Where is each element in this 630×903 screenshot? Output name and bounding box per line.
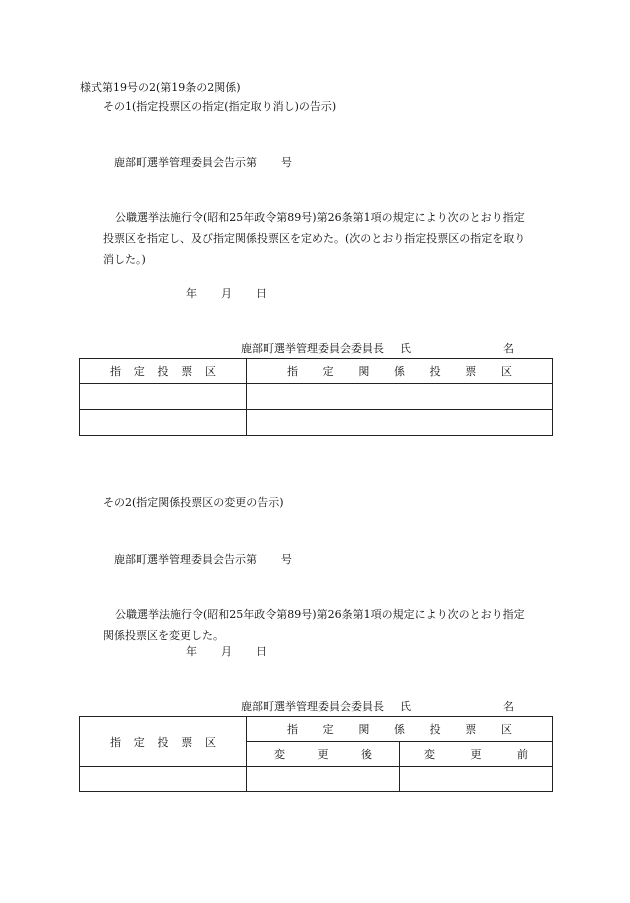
part1-date-day: 日: [256, 287, 267, 300]
part2-row1-designated-cell[interactable]: [80, 767, 247, 792]
part1-signature-shi: 氏: [400, 342, 411, 355]
part1-body-line-3: 消した。): [103, 253, 146, 266]
part2-date-year: 年: [186, 645, 197, 658]
part1-body-line-2: 投票区を指定し、及び指定関係投票区を定めた。(次のとおり指定投票区の指定を取り: [103, 232, 526, 245]
part2-body-line-2: 関係投票区を変更した。: [103, 629, 224, 642]
part1-table: [79, 358, 553, 436]
part2-header-designated-district: 指 定 投 票 区: [80, 717, 247, 767]
part2-table: [79, 716, 553, 792]
part2-notice-suffix: 号: [281, 553, 292, 566]
part2-signature: [241, 700, 514, 714]
part1-signature-title: 鹿部町選挙管理委員会委員長: [241, 342, 384, 355]
part2-row1-before-cell[interactable]: [400, 767, 553, 792]
table-row: [80, 767, 553, 792]
part2-body: [103, 604, 553, 646]
part2-table-header-row: [80, 717, 553, 742]
part1-body: [103, 207, 553, 270]
part2-body-line-1: 公職選挙法施行令(昭和25年政令第89号)第26条第1項の規定により次のとおり指定: [115, 608, 525, 621]
part2-date-day: 日: [256, 645, 267, 658]
part2-header-related-district: 指 定 関 係 投 票 区: [247, 717, 553, 742]
part1-date-year: 年: [186, 287, 197, 300]
part2-date-month: 月: [221, 645, 232, 658]
part1-notice-suffix: 号: [281, 156, 292, 169]
part2-signature-shi: 氏: [400, 700, 411, 713]
part1-notice-label: 鹿部町選挙管理委員会告示第: [114, 156, 257, 169]
part1-row2-related-cell[interactable]: [247, 410, 553, 436]
part2-row1-after-cell[interactable]: [247, 767, 400, 792]
part1-row1-related-cell[interactable]: [247, 384, 553, 410]
part2-notice-number: [114, 553, 292, 567]
part1-date-month: 月: [221, 287, 232, 300]
part1-table-header-row: [80, 359, 553, 384]
part1-date: [186, 287, 267, 301]
part1-signature: [241, 342, 514, 356]
part2-signature-mei: 名: [503, 700, 514, 713]
part2-signature-title: 鹿部町選挙管理委員会委員長: [241, 700, 384, 713]
part1-row1-designated-cell[interactable]: [80, 384, 247, 410]
part2-date: [186, 645, 267, 659]
part1-header-related-district: 指 定 関 係 投 票 区: [247, 359, 553, 384]
table-row: [80, 384, 553, 410]
part2-notice-label: 鹿部町選挙管理委員会告示第: [114, 553, 257, 566]
part2-header-before-change: 変 更 前: [400, 742, 553, 767]
table-row: [80, 410, 553, 436]
part2-header-after-change: 変 更 後: [247, 742, 400, 767]
part1-notice-number: [114, 156, 292, 170]
form-title: 様式第19号の2(第19条の2関係): [80, 81, 241, 94]
part1-signature-mei: 名: [503, 342, 514, 355]
part1-body-line-1: 公職選挙法施行令(昭和25年政令第89号)第26条第1項の規定により次のとおり指定: [115, 211, 525, 224]
part2-heading: その2(指定関係投票区の変更の告示): [103, 496, 284, 509]
part1-header-designated-district: 指 定 投 票 区: [80, 359, 247, 384]
part1-row2-designated-cell[interactable]: [80, 410, 247, 436]
part1-heading: その1(指定投票区の指定(指定取り消し)の告示): [103, 100, 337, 113]
